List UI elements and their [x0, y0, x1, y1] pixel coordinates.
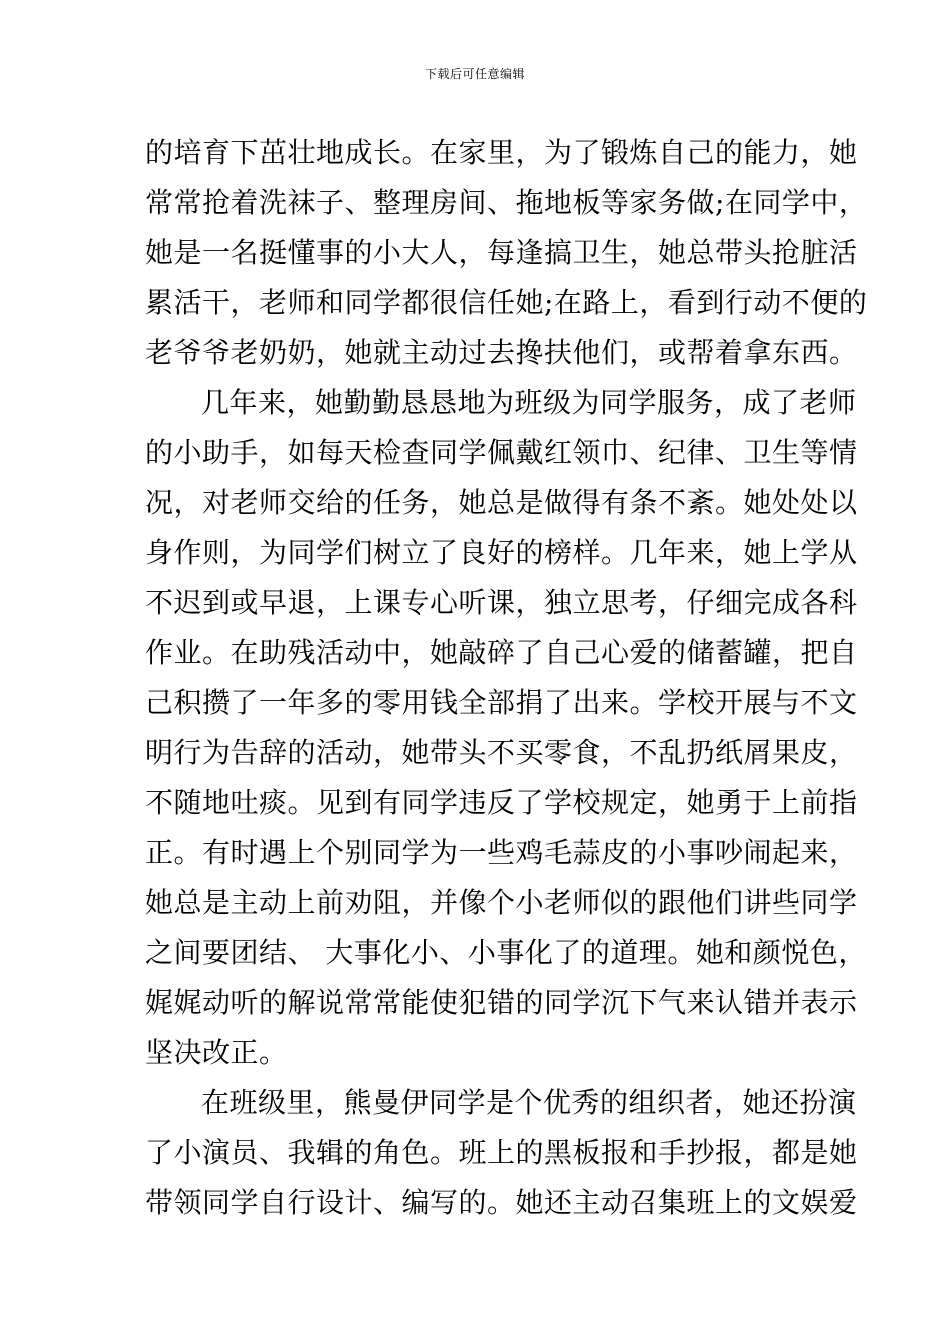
page-header: 下载后可任意编辑	[424, 67, 525, 81]
text-line: 坚决改正。	[145, 1036, 288, 1069]
text-line: 几年来，她勤勤恳恳地为班级为同学服务，成了老师	[201, 386, 857, 419]
text-line: 作业。在助残活动中，她敲碎了自己心爱的储蓄罐，把自	[145, 636, 858, 669]
text-line: 老爷爷老奶奶，她就主动过去搀扶他们，或帮着拿东西。	[145, 336, 858, 369]
text-line: 况，对老师交给的任务，她总是做得有条不紊。她处处以	[145, 486, 858, 519]
text-line: 她总是主动上前劝阻，并像个小老师似的跟他们讲些同学	[145, 886, 858, 919]
text-line: 她是一名挺懂事的小大人，每逢搞卫生，她总带头抢脏活	[145, 236, 858, 269]
text-line: 在班级里，熊曼伊同学是个优秀的组织者，她还扮演	[201, 1086, 857, 1119]
text-line: 不迟到或早退，上课专心听课，独立思考，仔细完成各科	[145, 586, 858, 619]
text-line: 之间要团结、 大事化小、小事化了的道理。她和颜悦色，	[145, 936, 867, 969]
text-line: 己积攒了一年多的零用钱全部捐了出来。学校开展与不文	[145, 686, 858, 719]
text-line: 的小助手，如每天检查同学佩戴红领巾、纪律、卫生等情	[145, 436, 858, 469]
text-line: 不随地吐痰。见到有同学违反了学校规定，她勇于上前指	[145, 786, 858, 819]
text-line: 累活干，老师和同学都很信任她;在路上，看到行动不便的	[145, 286, 868, 319]
text-line: 明行为告辞的活动，她带头不买零食，不乱扔纸屑果皮，	[145, 736, 858, 769]
text-line: 了小演员、我辑的角色。班上的黑板报和手抄报，都是她	[145, 1136, 858, 1169]
text-line: 的培育下茁壮地成长。在家里，为了锻炼自己的能力，她	[145, 136, 858, 169]
document-body	[145, 128, 868, 1228]
text-line: 身作则，为同学们树立了良好的榜样。几年来，她上学从	[145, 536, 858, 569]
text-line: 娓娓动听的解说常常能使犯错的同学沉下气来认错并表示	[145, 986, 858, 1019]
text-line: 正。有时遇上个别同学为一些鸡毛蒜皮的小事吵闹起来，	[145, 836, 858, 869]
text-line: 带领同学自行设计、编写的。她还主动召集班上的文娱爱	[145, 1186, 858, 1219]
text-line: 常常抢着洗袜子、整理房间、拖地板等家务做;在同学中，	[145, 186, 868, 219]
